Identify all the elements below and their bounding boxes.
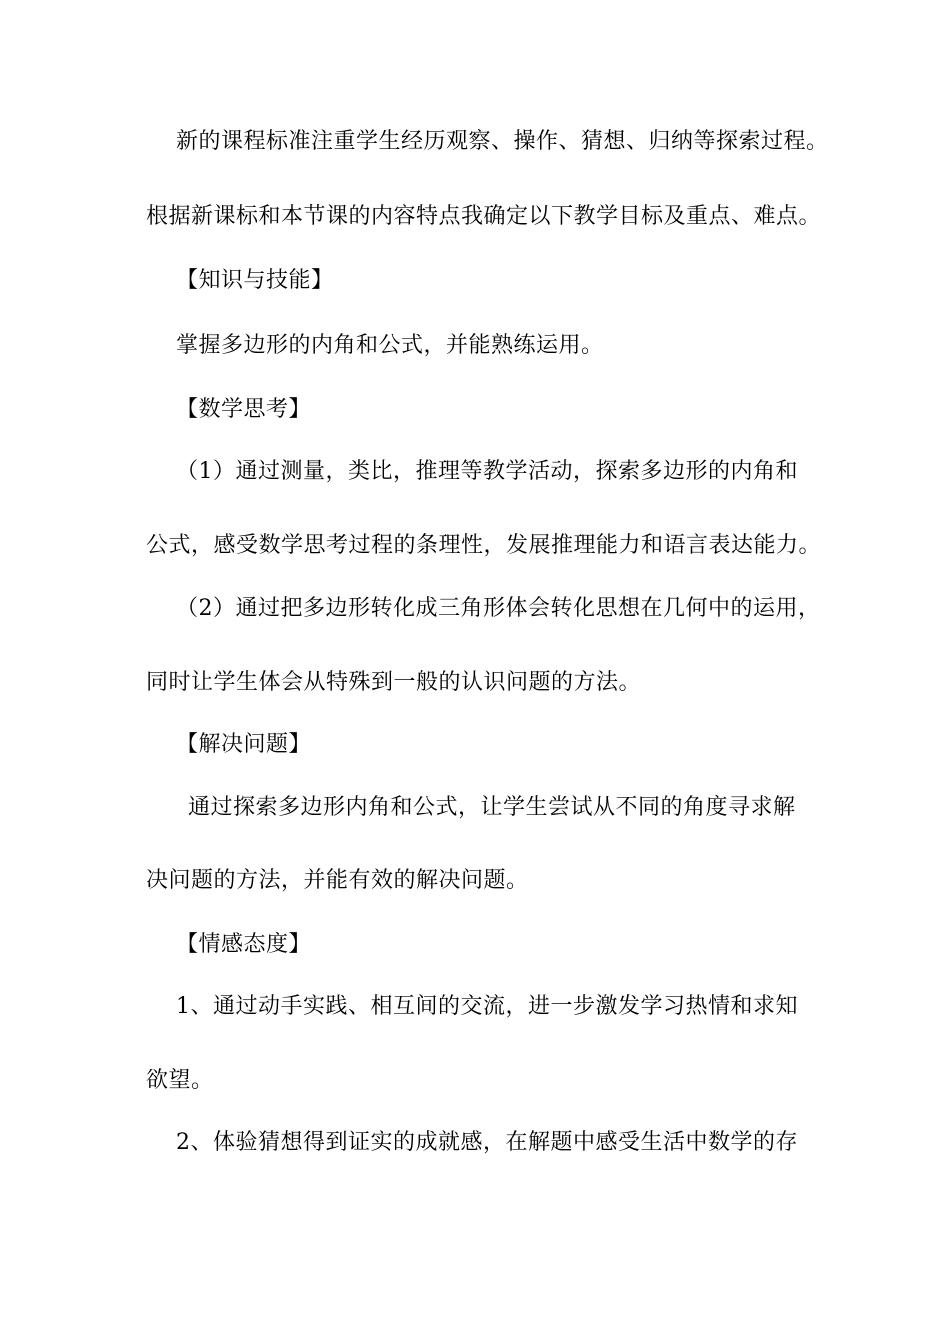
paragraph-line: 决问题的方法，并能有效的解决问题。 bbox=[146, 868, 529, 893]
paragraph-line: 根据新课标和本节课的内容特点我确定以下教学目标及重点、难点。 bbox=[146, 204, 822, 229]
paragraph-line: 公式，感受数学思考过程的条理性，发展推理能力和语言表达能力。 bbox=[146, 533, 822, 558]
section-heading: 【知识与技能】 bbox=[176, 268, 334, 293]
paragraph-line: 同时让学生体会从特殊到一般的认识问题的方法。 bbox=[146, 670, 642, 695]
paragraph-line: （1）通过测量，类比，推理等教学活动，探索多边形的内角和 bbox=[176, 459, 798, 484]
paragraph-line: 2、体验猜想得到证实的成就感，在解题中感受生活中数学的存 bbox=[176, 1130, 798, 1155]
paragraph-line: 1、通过动手实践、相互间的交流，进一步激发学习热情和求知 bbox=[176, 994, 798, 1019]
paragraph-line: 欲望。 bbox=[146, 1068, 214, 1093]
section-heading: 【解决问题】 bbox=[176, 732, 312, 757]
paragraph-line: 通过探索多边形内角和公式，让学生尝试从不同的角度寻求解 bbox=[188, 795, 796, 820]
section-heading: 【数学思考】 bbox=[176, 397, 312, 422]
paragraph-line: （2）通过把多边形转化成三角形体会转化思想在几何中的运用， bbox=[176, 596, 821, 621]
section-heading: 【情感态度】 bbox=[176, 932, 312, 957]
paragraph-line: 新的课程标准注重学生经历观察、操作、猜想、归纳等探索过程。 bbox=[176, 129, 829, 154]
paragraph-line: 掌握多边形的内角和公式，并能熟练运用。 bbox=[176, 333, 604, 358]
